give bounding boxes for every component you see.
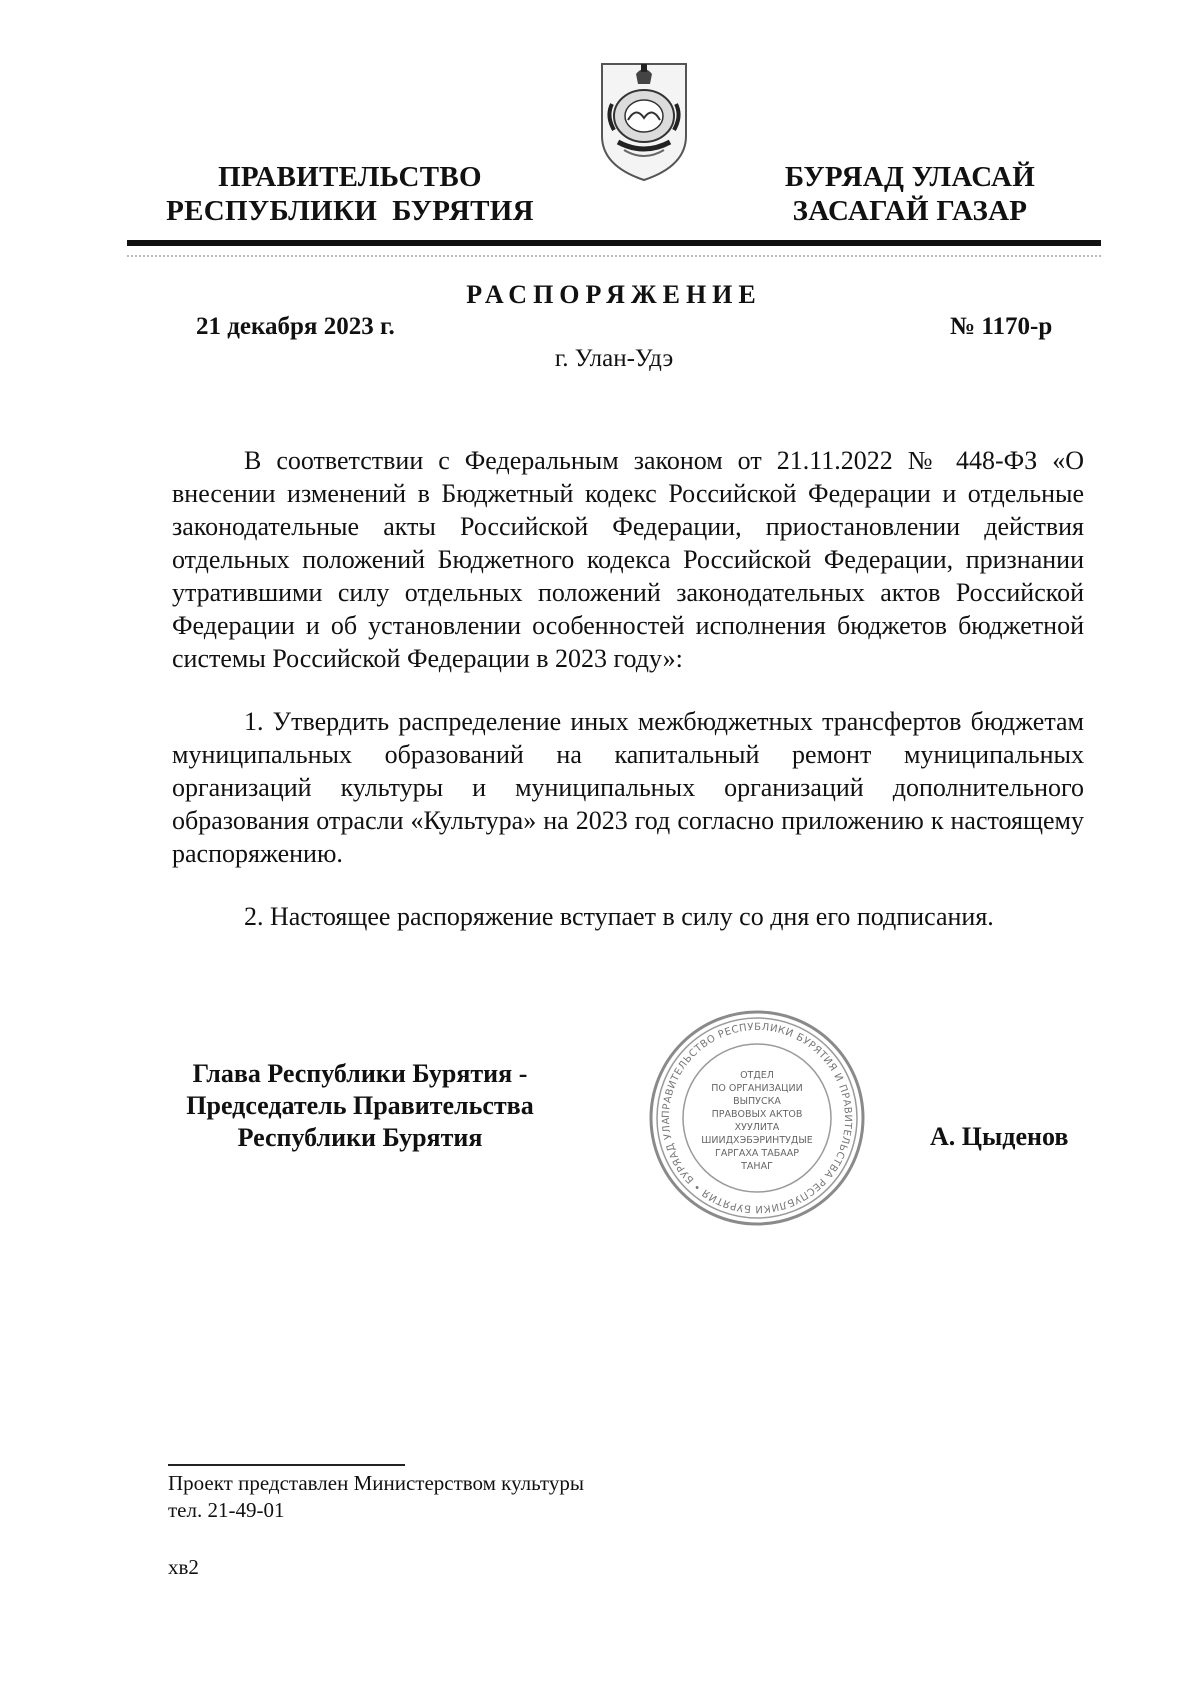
signatory-title-line1: Глава Республики Бурятия -: [192, 1059, 528, 1088]
body-paragraph-item-1: 1. Утвердить распределение иных межбюджетных трансфертов бюджетам муниципальных образований на капитальный ремонт муниципальных организаций культуры и муниципальных организаций дополнительного образования отрасли «Культура» на 2023 год согласно приложению к настоящему распоряжению.: [172, 707, 1084, 868]
document-code: хв2: [168, 1555, 199, 1579]
document-date: 21 декабря 2023 г.: [196, 313, 395, 340]
seal-line: ВЫПУСКА: [733, 1096, 781, 1107]
seal-line: ТАНАГ: [741, 1161, 773, 1172]
body-paragraph-preamble: В соответствии с Федеральным законом от 21.11.2022 № 448-ФЗ «О внесении изменений в Бюджетный кодекс Российской Федерации и отдельные законодательные акты Российской Федерации, приостановлении действия отдельных положений Бюджетного кодекса Российской Федерации, признании утратившими силу отдельных положений законодательных актов Российской Федерации и об установлении особенностей исполнения бюджетов бюджетной системы Российской Федерации в 2023 году»:: [172, 446, 1084, 673]
header-right-line2: ЗАСАГАЙ ГАЗАР: [792, 195, 1028, 227]
header-left-line1: ПРАВИТЕЛЬСТВО: [218, 161, 482, 193]
document-city: г. Улан-Удэ: [554, 345, 674, 372]
header-left: [150, 160, 550, 228]
header-left-line2: РЕСПУБЛИКИ БУРЯТИЯ: [166, 195, 534, 227]
header-right: [760, 160, 1060, 228]
seal-line: ХУУЛИТА: [734, 1122, 780, 1133]
header-divider: [127, 240, 1101, 246]
coat-of-arms-icon: [594, 58, 694, 184]
signatory-title-line2: Председатель Правительства: [186, 1091, 534, 1120]
footnote: [168, 1470, 584, 1524]
official-seal-icon: [647, 1008, 867, 1228]
seal-line: ОТДЕЛ: [740, 1070, 774, 1081]
signatory-title: [160, 1058, 560, 1154]
footnote-line2: тел. 21-49-01: [168, 1498, 285, 1522]
signatory-title-line3: Республики Бурятия: [237, 1123, 483, 1152]
document-number: № 1170-р: [950, 313, 1053, 340]
seal-line: ПРАВОВЫХ АКТОВ: [711, 1109, 803, 1120]
footnote-divider: [168, 1464, 405, 1466]
seal-line: ПО ОРГАНИЗАЦИИ: [711, 1083, 803, 1094]
seal-line: ШИИДХЭБЭРИНТУДЫЕ: [701, 1135, 813, 1146]
header-right-line1: БУРЯАД УЛАСАЙ: [784, 161, 1036, 193]
body-paragraph-item-2: 2. Настоящее распоряжение вступает в силу со дня его подписания.: [244, 902, 994, 931]
header-divider-dotted: [127, 255, 1101, 257]
seal-ring-text: ПРАВИТЕЛЬСТВО РЕСПУБЛИКИ БУРЯТИЯ И ПРАВИТЕЛЬСТВА РЕСПУБЛИКИ БУРЯТИЯ • БУРЯАД УЛА: [660, 1021, 854, 1215]
seal-line: ГАРГАХА ТАБААР: [715, 1148, 799, 1159]
document-type: РАСПОРЯЖЕНИЕ: [466, 280, 762, 309]
signatory-name: А. Цыденов: [930, 1122, 1069, 1151]
footnote-line1: Проект представлен Министерством культуры: [168, 1471, 584, 1495]
